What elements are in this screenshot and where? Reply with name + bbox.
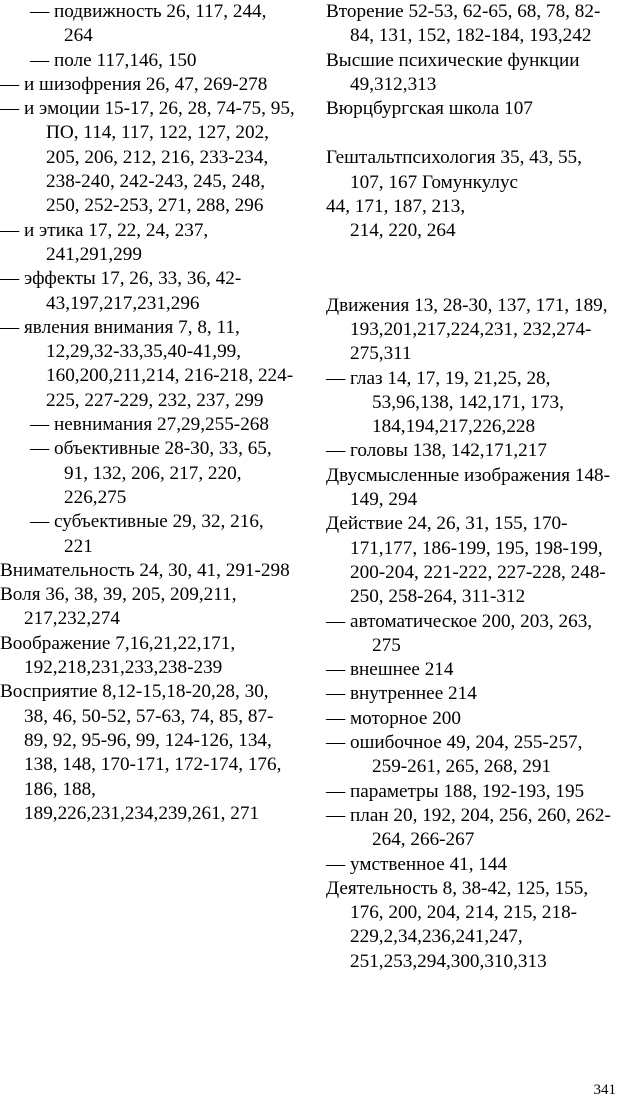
- index-subentry: — план 20, 192, 204, 256, 260, 262-264, 266-267: [326, 804, 611, 851]
- index-subentry: — головы 138, 142,171,217: [326, 440, 547, 462]
- index-subentry: — и шизофрения 26, 47, 269-278: [0, 73, 268, 95]
- index-subentry: 44, 171, 187, 213,: [326, 196, 466, 218]
- index-subentry: 214, 220, 264: [350, 220, 456, 242]
- index-subentry: — автоматическое 200, 203, 263, 275: [326, 610, 593, 656]
- index-subentry: — внешнее 214: [326, 659, 454, 681]
- index-subentry: — поле 117,146, 150: [30, 49, 197, 71]
- index-entry: Двусмысленные изображения 148-149, 294: [326, 464, 611, 511]
- index-subentry: — подвижность 26, 117, 244, 264: [30, 1, 267, 47]
- index-entry: Гештальтпсихология 35, 43, 55, 107, 167 Гомункулус: [326, 147, 582, 193]
- index-subentry: — ошибочное 49, 204, 255-257, 259-261, 265, 268, 291: [326, 732, 583, 778]
- index-entry: Восприятие 8,12-15,18-20,28, 30, 38, 46, 50-52, 57-63, 74, 85, 87-89, 92, 95-96, 99, 124-126, 134, 138, 148, 170-171, 172-174, 176, 186, 188, 189,226,231,234,239,261, 271: [0, 681, 282, 824]
- index-entry: Движения 13, 28-30, 137, 171, 189, 193,201,217,224,231, 232,274-275,311: [326, 294, 608, 365]
- index-entry: Внимательность 24, 30, 41, 291-298: [0, 559, 290, 581]
- index-entry: Вюрцбургская школа 107: [326, 98, 533, 120]
- index-subentry: — эффекты 17, 26, 33, 36, 42-43,197,217,231,296: [0, 268, 242, 314]
- index-column-left: [0, 0, 296, 826]
- index-entry: Воображение 7,16,21,22,171, 192,218,231,233,238-239: [0, 632, 236, 679]
- index-entry: Воля 36, 38, 39, 205, 209,211, 217,232,274: [0, 584, 237, 630]
- page-number: 341: [593, 1082, 616, 1098]
- index-subentry: — моторное 200: [326, 707, 461, 729]
- index-spacer: [326, 244, 620, 269]
- index-subentry: — и эмоции 15-17, 26, 28, 74-75, 95, ПО, 114, 117, 122, 127, 202, 205, 206, 212, 216, 233-234, 238-240, 242-243, 245, 248, 250, 252-253, 271, 288, 296: [0, 98, 295, 217]
- index-subentry: — глаз 14, 17, 19, 21,25, 28, 53,96,138, 142,171, 173, 184,194,217,226,228: [326, 367, 564, 438]
- index-spacer: [326, 269, 620, 294]
- index-column-right: [326, 0, 620, 974]
- index-subentry: — объективные 28-30, 33, 65, 91, 132, 206, 217, 220, 226,275: [30, 438, 272, 508]
- index-entry: Вторение 52-53, 62-65, 68, 78, 82-84, 131, 152, 182-184, 193,242: [326, 1, 601, 47]
- index-subentry: — параметры 188, 192-193, 195: [326, 780, 585, 802]
- index-subentry: — внутреннее 214: [326, 683, 477, 705]
- index-subentry: — невнимания 27,29,255-268: [30, 414, 269, 436]
- index-subentry: — явления внимания 7, 8, 11, 12,29,32-33,35,40-41,99, 160,200,211,214, 216-218, 224-225, 227-229, 232, 237, 299: [0, 316, 294, 411]
- index-entry: Высшие психические функции 49,312,313: [326, 49, 580, 95]
- index-subentry: — умственное 41, 144: [326, 853, 508, 875]
- index-entry: Деятельность 8, 38-42, 125, 155, 176, 200, 204, 214, 215, 218-229,2,34,236,241,247, 251,253,294,300,310,313: [326, 877, 589, 972]
- index-entry: Действие 24, 26, 31, 155, 170-171,177, 186-199, 195, 198-199, 200-204, 221-222, 227-228, 248-250, 258-264, 311-312: [326, 513, 606, 608]
- index-spacer: [326, 121, 620, 146]
- index-subentry: — и этика 17, 22, 24, 237, 241,291,299: [0, 219, 209, 265]
- index-subentry: — субъективные 29, 32, 216, 221: [30, 511, 264, 557]
